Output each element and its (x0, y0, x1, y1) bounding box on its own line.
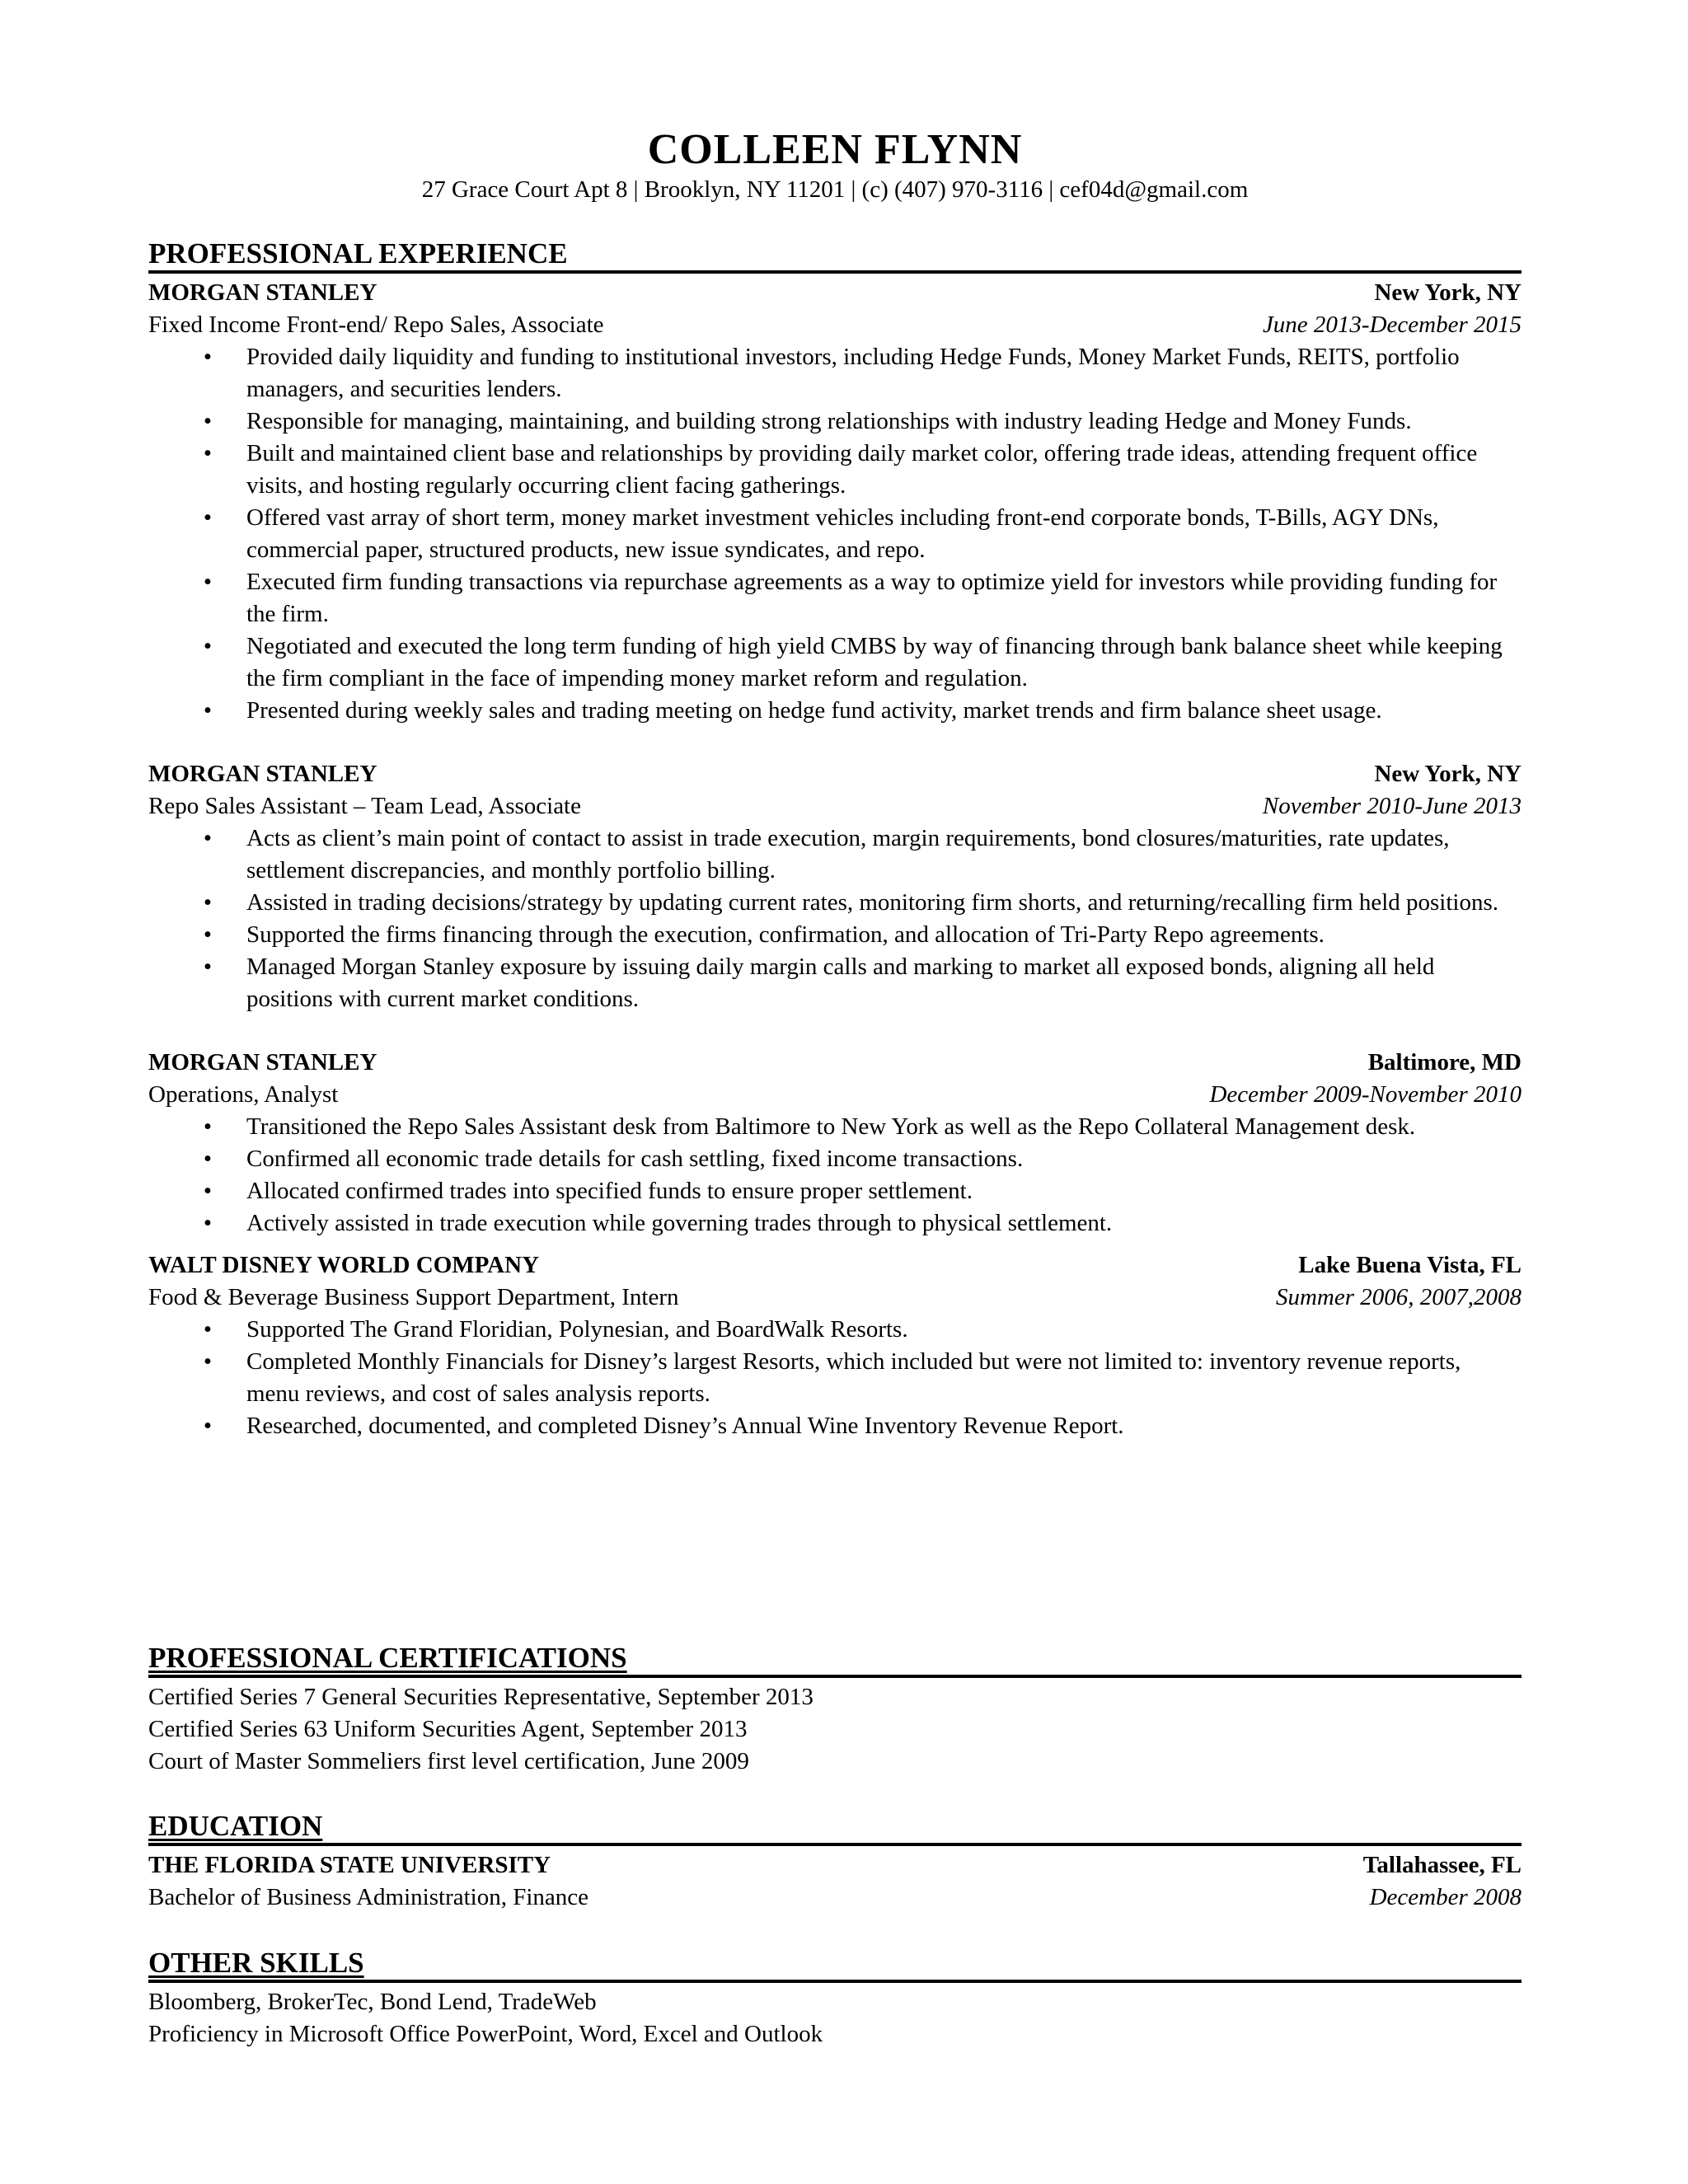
job-company: MORGAN STANLEY (148, 279, 377, 306)
bullet-item: • Acts as client’s main point of contact to assist in trade execution, margin requirements, bond closures/maturities, rate updates, settlement discrepancies, and monthly portfolio billing. (148, 823, 1522, 887)
job-location: Baltimore, MD (1367, 1049, 1522, 1076)
bullet-icon: • (203, 569, 213, 595)
job-location: New York, NY (1374, 279, 1522, 306)
bullet-item: • Confirmed all economic trade details for cash settling, fixed income transactions. (148, 1143, 1522, 1175)
job-bullets (148, 1314, 1522, 1442)
job-company: MORGAN STANLEY (148, 761, 377, 787)
bullet-icon: • (203, 1413, 213, 1439)
bullet-icon: • (203, 697, 213, 724)
job-dates: Summer 2006, 2007,2008 (1275, 1284, 1522, 1310)
job-company: MORGAN STANLEY (148, 1049, 377, 1076)
bullet-item: • Supported the firms financing through the execution, confirmation, and allocation of Tri-Party Repo agreements. (148, 919, 1522, 951)
job-title: Operations, Analyst (148, 1081, 339, 1108)
section-heading-certifications: PROFESSIONAL CERTIFICATIONS (148, 1642, 1522, 1678)
bullet-item: • Actively assisted in trade execution while governing trades through to physical settlement. (148, 1207, 1522, 1240)
bullet-icon: • (203, 1210, 213, 1236)
section-heading-education: EDUCATION (148, 1810, 1522, 1846)
job-location: New York, NY (1374, 761, 1522, 787)
section-heading-experience: PROFESSIONAL EXPERIENCE (148, 237, 1522, 274)
job-entry (148, 277, 1522, 727)
bullet-item: • Managed Morgan Stanley exposure by issuing daily margin calls and marking to market all exposed bonds, aligning all held positions with current market conditions. (148, 951, 1522, 1015)
job-location: Lake Buena Vista, FL (1298, 1252, 1522, 1278)
bullet-item: • Provided daily liquidity and funding to institutional investors, including Hedge Funds, Money Market Funds, REITS, portfolio managers, and securities lenders. (148, 341, 1522, 405)
bullet-icon: • (203, 921, 213, 948)
bullet-item: • Negotiated and executed the long term funding of high yield CMBS by way of financing through bank balance sheet while keeping the firm compliant in the face of impending money market reform and regulation. (148, 630, 1522, 695)
contact-info: 27 Grace Court Apt 8 | Brooklyn, NY 11201 | (c) (407) 970-3116 | cef04d@gmail.com (421, 176, 1249, 203)
bullet-item: • Built and maintained client base and relationships by providing daily market color, offering trade ideas, attending frequent office visits, and hosting regularly occurring client facing gatherings. (148, 438, 1522, 502)
bullet-icon: • (203, 889, 213, 916)
job-entry (148, 758, 1522, 1015)
bullet-item: • Assisted in trading decisions/strategy by updating current rates, monitoring firm shorts, and returning/recalling firm held positions. (148, 887, 1522, 919)
bullet-item: • Completed Monthly Financials for Disney’s largest Resorts, which included but were not limited to: inventory revenue reports, menu reviews, and cost of sales analysis reports. (148, 1346, 1522, 1410)
bullet-item: • Allocated confirmed trades into specified funds to ensure proper settlement. (148, 1175, 1522, 1207)
bullet-item: • Executed firm funding transactions via repurchase agreements as a way to optimize yield for investors while providing funding for the firm. (148, 566, 1522, 630)
bullet-icon: • (203, 1146, 213, 1172)
bullet-icon: • (203, 1316, 213, 1343)
job-bullets (148, 823, 1522, 1015)
job-bullets (148, 341, 1522, 727)
education-section (148, 1810, 1522, 1914)
job-company: WALT DISNEY WORLD COMPANY (148, 1252, 540, 1278)
section-heading-skills: OTHER SKILLS (148, 1947, 1522, 1983)
bullet-item: • Offered vast array of short term, money market investment vehicles including front-end corporate bonds, T-Bills, AGY DNs, commercial paper, structured products, new issue syndicates, and repo. (148, 502, 1522, 566)
degree: Bachelor of Business Administration, Finance (148, 1884, 589, 1910)
school-location: Tallahassee, FL (1362, 1852, 1522, 1878)
bullet-icon: • (203, 633, 213, 659)
certification-item: Certified Series 63 Uniform Securities Agent, September 2013 (148, 1716, 748, 1742)
bullet-icon: • (203, 954, 213, 980)
certification-item: Certified Series 7 General Securities Representative, September 2013 (148, 1684, 814, 1710)
bullet-item: • Supported The Grand Floridian, Polynesian, and BoardWalk Resorts. (148, 1314, 1522, 1346)
bullet-icon: • (203, 440, 213, 466)
job-title: Food & Beverage Business Support Department, Intern (148, 1284, 679, 1310)
job-dates: June 2013-December 2015 (1262, 312, 1522, 338)
bullet-item: • Researched, documented, and completed Disney’s Annual Wine Inventory Revenue Report. (148, 1410, 1522, 1442)
bullet-icon: • (203, 1113, 213, 1140)
job-title: Repo Sales Assistant – Team Lead, Associate (148, 793, 581, 819)
bullet-item: • Transitioned the Repo Sales Assistant desk from Baltimore to New York as well as the Repo Collateral Management desk. (148, 1111, 1522, 1143)
bullet-icon: • (203, 344, 213, 370)
bullet-icon: • (203, 1348, 213, 1375)
skill-item: Bloomberg, BrokerTec, Bond Lend, TradeWeb (148, 1989, 597, 2015)
bullet-icon: • (203, 1178, 213, 1204)
skill-item: Proficiency in Microsoft Office PowerPoint, Word, Excel and Outlook (148, 2021, 823, 2047)
job-entry (148, 1249, 1522, 1442)
job-dates: November 2010-June 2013 (1262, 793, 1522, 819)
certifications-section (148, 1642, 1522, 1778)
bullet-icon: • (203, 504, 213, 531)
bullet-icon: • (203, 408, 213, 434)
bullet-icon: • (203, 825, 213, 851)
graduation-date: December 2008 (1369, 1884, 1522, 1910)
job-title: Fixed Income Front-end/ Repo Sales, Associate (148, 312, 604, 338)
experience-section (148, 237, 1522, 1442)
bullet-item: • Presented during weekly sales and trading meeting on hedge fund activity, market trends and firm balance sheet usage. (148, 695, 1522, 727)
skills-section (148, 1947, 1522, 2050)
job-bullets (148, 1111, 1522, 1240)
job-entry (148, 1047, 1522, 1240)
job-dates: December 2009-November 2010 (1209, 1081, 1522, 1108)
school-name: THE FLORIDA STATE UNIVERSITY (148, 1852, 551, 1878)
bullet-item: • Responsible for managing, maintaining, and building strong relationships with industry leading Hedge and Money Funds. (148, 405, 1522, 438)
candidate-name: COLLEEN FLYNN (647, 126, 1023, 173)
certification-item: Court of Master Sommeliers first level certification, June 2009 (148, 1748, 749, 1774)
